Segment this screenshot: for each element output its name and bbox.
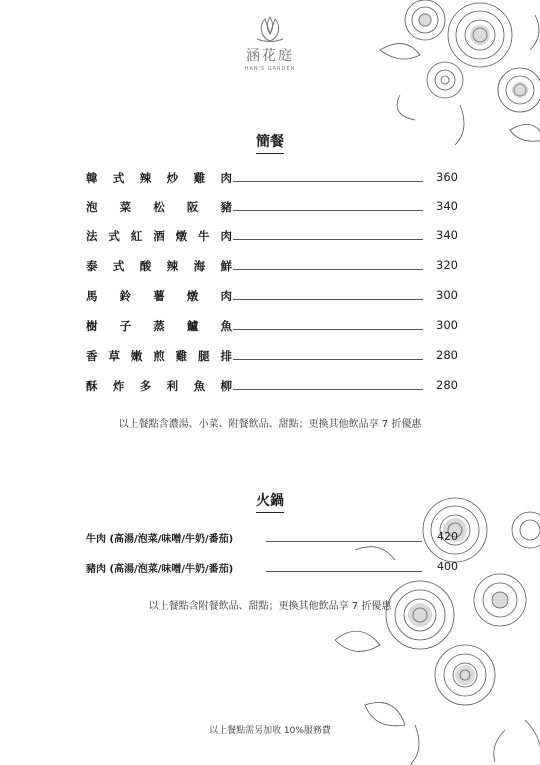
hotpot-item-price: 420 xyxy=(437,530,458,543)
menu-item-leader-line xyxy=(233,210,423,211)
menu-item-row xyxy=(86,199,458,215)
menu-item-row xyxy=(86,318,458,334)
menu-item-price: 360 xyxy=(436,170,458,184)
light-meals-note: 以上餐點含濃湯、小菜、附餐飲品、甜點；更換其他飲品享 7 折優惠 xyxy=(118,419,422,430)
menu-item-price: 300 xyxy=(436,318,458,332)
menu-item-leader-line xyxy=(233,359,423,360)
menu-item-name: 韓 式 辣 炒 雞 肉 xyxy=(86,171,232,185)
menu-item-name: 馬 鈴 薯 燉 肉 xyxy=(86,289,232,303)
menu-item-row xyxy=(86,258,458,274)
menu-item-row xyxy=(86,348,458,364)
menu-item-leader-line xyxy=(233,389,423,390)
menu-item-price: 340 xyxy=(436,228,458,242)
hotpot-item-leader-line xyxy=(266,541,422,542)
menu-item-name: 樹 子 蒸 鱸 魚 xyxy=(86,319,232,333)
service-charge-note: 以上餐點需另加收 10%服務費 xyxy=(209,726,331,736)
hotpot-item-price: 400 xyxy=(437,560,458,573)
logo-subtitle: HAN'S GARDEN xyxy=(244,66,296,72)
menu-item-price: 300 xyxy=(436,288,458,302)
menu-item-leader-line xyxy=(233,181,423,182)
menu-item-price: 340 xyxy=(436,199,458,213)
hotpot-item-row xyxy=(86,560,458,576)
menu-item-row xyxy=(86,288,458,304)
menu-item-leader-line xyxy=(233,329,423,330)
menu-item-name: 泰 式 酸 辣 海 鮮 xyxy=(86,259,232,273)
menu-item-row xyxy=(86,378,458,394)
menu-item-leader-line xyxy=(233,299,423,300)
menu-item-leader-line xyxy=(233,239,423,240)
menu-item-row xyxy=(86,228,458,244)
hotpot-item-row xyxy=(86,530,458,546)
menu-item-row xyxy=(86,170,458,186)
hotpot-item-name: 豬肉 (高湯/泡菜/味噌/牛奶/番茄) xyxy=(86,564,234,575)
menu-item-price: 280 xyxy=(436,378,458,392)
section-title-light-meals: 簡餐 xyxy=(0,131,540,151)
hotpot-note: 以上餐點含附餐飲品、甜點；更換其他飲品享 7 折優惠 xyxy=(148,601,392,612)
restaurant-logo xyxy=(230,14,310,72)
menu-item-price: 320 xyxy=(436,258,458,272)
menu-item-price: 280 xyxy=(436,348,458,362)
flower-logo-icon xyxy=(253,14,287,44)
menu-item-name: 酥 炸 多 利 魚 柳 xyxy=(86,379,232,393)
menu-item-name: 泡 菜 松 阪 豬 xyxy=(86,200,232,214)
logo-name: 涵花庭 xyxy=(246,48,294,64)
hotpot-item-name: 牛肉 (高湯/泡菜/味噌/牛奶/番茄) xyxy=(86,534,234,545)
menu-item-leader-line xyxy=(233,269,423,270)
section-title-hotpot: 火鍋 xyxy=(0,490,540,510)
hotpot-item-leader-line xyxy=(266,571,422,572)
menu-item-name: 法 式 紅 酒 燉 牛 肉 xyxy=(86,229,232,243)
menu-item-name: 香 草 嫩 煎 雞 腿 排 xyxy=(86,349,232,363)
